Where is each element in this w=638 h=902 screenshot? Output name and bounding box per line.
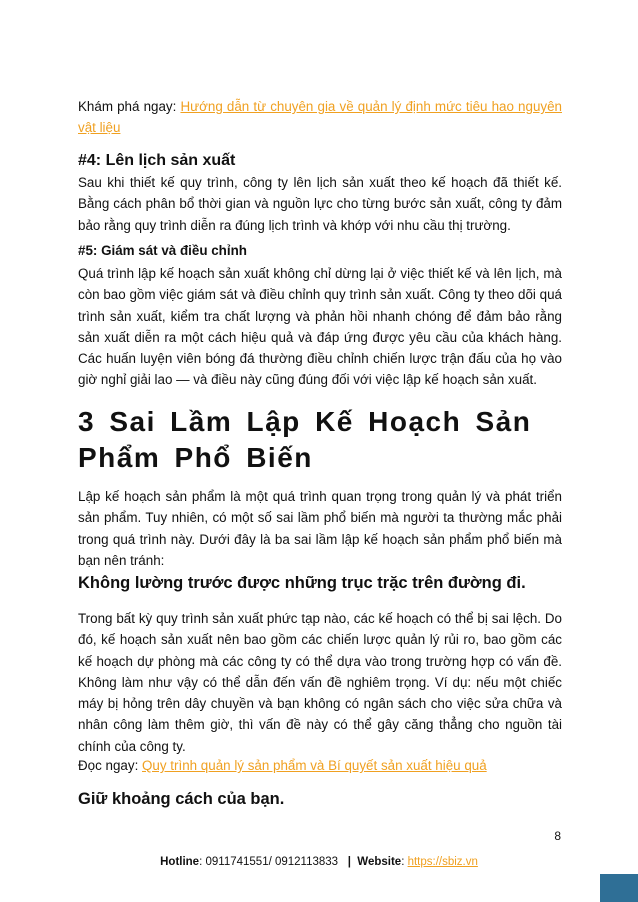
explore-link[interactable]: Hướng dẫn từ chuyên gia về quản lý định mức tiêu hao nguyên vật liệu	[78, 99, 562, 136]
mistake1-heading: Không lường trước được những trục trặc trên đường đi.	[78, 574, 526, 592]
hotline-value: : 0911741551/ 0912113833	[199, 856, 339, 868]
step5-heading: #5: Giám sát và điều chỉnh	[78, 243, 247, 258]
hotline-label: Hotline	[160, 856, 200, 868]
page-number: 8	[554, 829, 561, 843]
read-prefix: Đọc ngay:	[78, 758, 143, 773]
footer-separator: |	[347, 856, 351, 868]
explore-paragraph	[78, 96, 562, 139]
mistake2-heading: Giữ khoảng cách của bạn.	[78, 790, 285, 808]
step5-body: Quá trình lập kế hoạch sản xuất không chỉ dừng lại ở việc thiết kế và lên lịch, mà còn bao gồm việc giám sát và điều chỉnh quy trình sản xuất. Công ty theo dõi quá trình sản xuất, kiểm tra chất lượng và phản hồi nhanh chóng để đảm bảo rằng sản xuất diễn ra một cách hiệu quả và đáp ứng được yêu cầu của khách hàng. Các huấn luyện viên bóng đá thường điều chỉnh chiến lược trận đấu của họ vào giờ nghỉ giải lao — và điều này cũng đúng đối với việc lập kế hoạch sản xuất.	[78, 266, 562, 388]
footer	[0, 856, 638, 868]
website-colon: :	[401, 856, 408, 868]
read-paragraph	[78, 755, 562, 776]
step4-heading: #4: Lên lịch sản xuất	[78, 152, 236, 169]
corner-accent	[600, 874, 638, 902]
website-link[interactable]: https://sbiz.vn	[407, 856, 478, 868]
section-intro: Lập kế hoạch sản phẩm là một quá trình quan trọng trong quản lý và phát triển sản phẩm. Tuy nhiên, có một số sai lầm phổ biến mà người ta thường mắc phải trong quá trình này. Dưới đây là ba sai lầm lập kế hoạch sản phẩm phổ biến mà bạn nên tránh:	[78, 489, 562, 568]
website-label: Website	[357, 856, 402, 868]
explore-prefix: Khám phá ngay:	[78, 99, 181, 114]
mistake1-body: Trong bất kỳ quy trình sản xuất phức tạp nào, các kế hoạch có thể bị sai lệch. Do đó, kế hoạch sản xuất nên bao gồm các chiến lược quản lý rủi ro, bao gồm các kế hoạch dự phòng mà các công ty có thể dựa vào trong trường hợp có vấn đề. Không làm như vậy có thể dẫn đến vấn đề nghiêm trọng. Ví dụ: nếu một chiếc máy bị hỏng trên dây chuyền và bạn không có ngân sách cho việc sửa chữa và nhân công làm thêm giờ, thì vấn đề này có thể gây căng thẳng cho nguồn tài chính của công ty.	[78, 611, 562, 754]
read-link[interactable]: Quy trình quản lý sản phẩm và Bí quyết sản xuất hiệu quả	[142, 758, 487, 773]
section-title: 3 Sai Lầm Lập Kế Hoạch Sản Phẩm Phổ Biến	[78, 406, 532, 473]
step4-body: Sau khi thiết kế quy trình, công ty lên lịch sản xuất theo kế hoạch đã thiết kế. Bằng cách phân bổ thời gian và nguồn lực cho từng bước sản xuất, công ty đảm bảo rằng quy trình diễn ra đúng lịch trình và khớp với nhu cầu thị trường.	[78, 175, 562, 233]
